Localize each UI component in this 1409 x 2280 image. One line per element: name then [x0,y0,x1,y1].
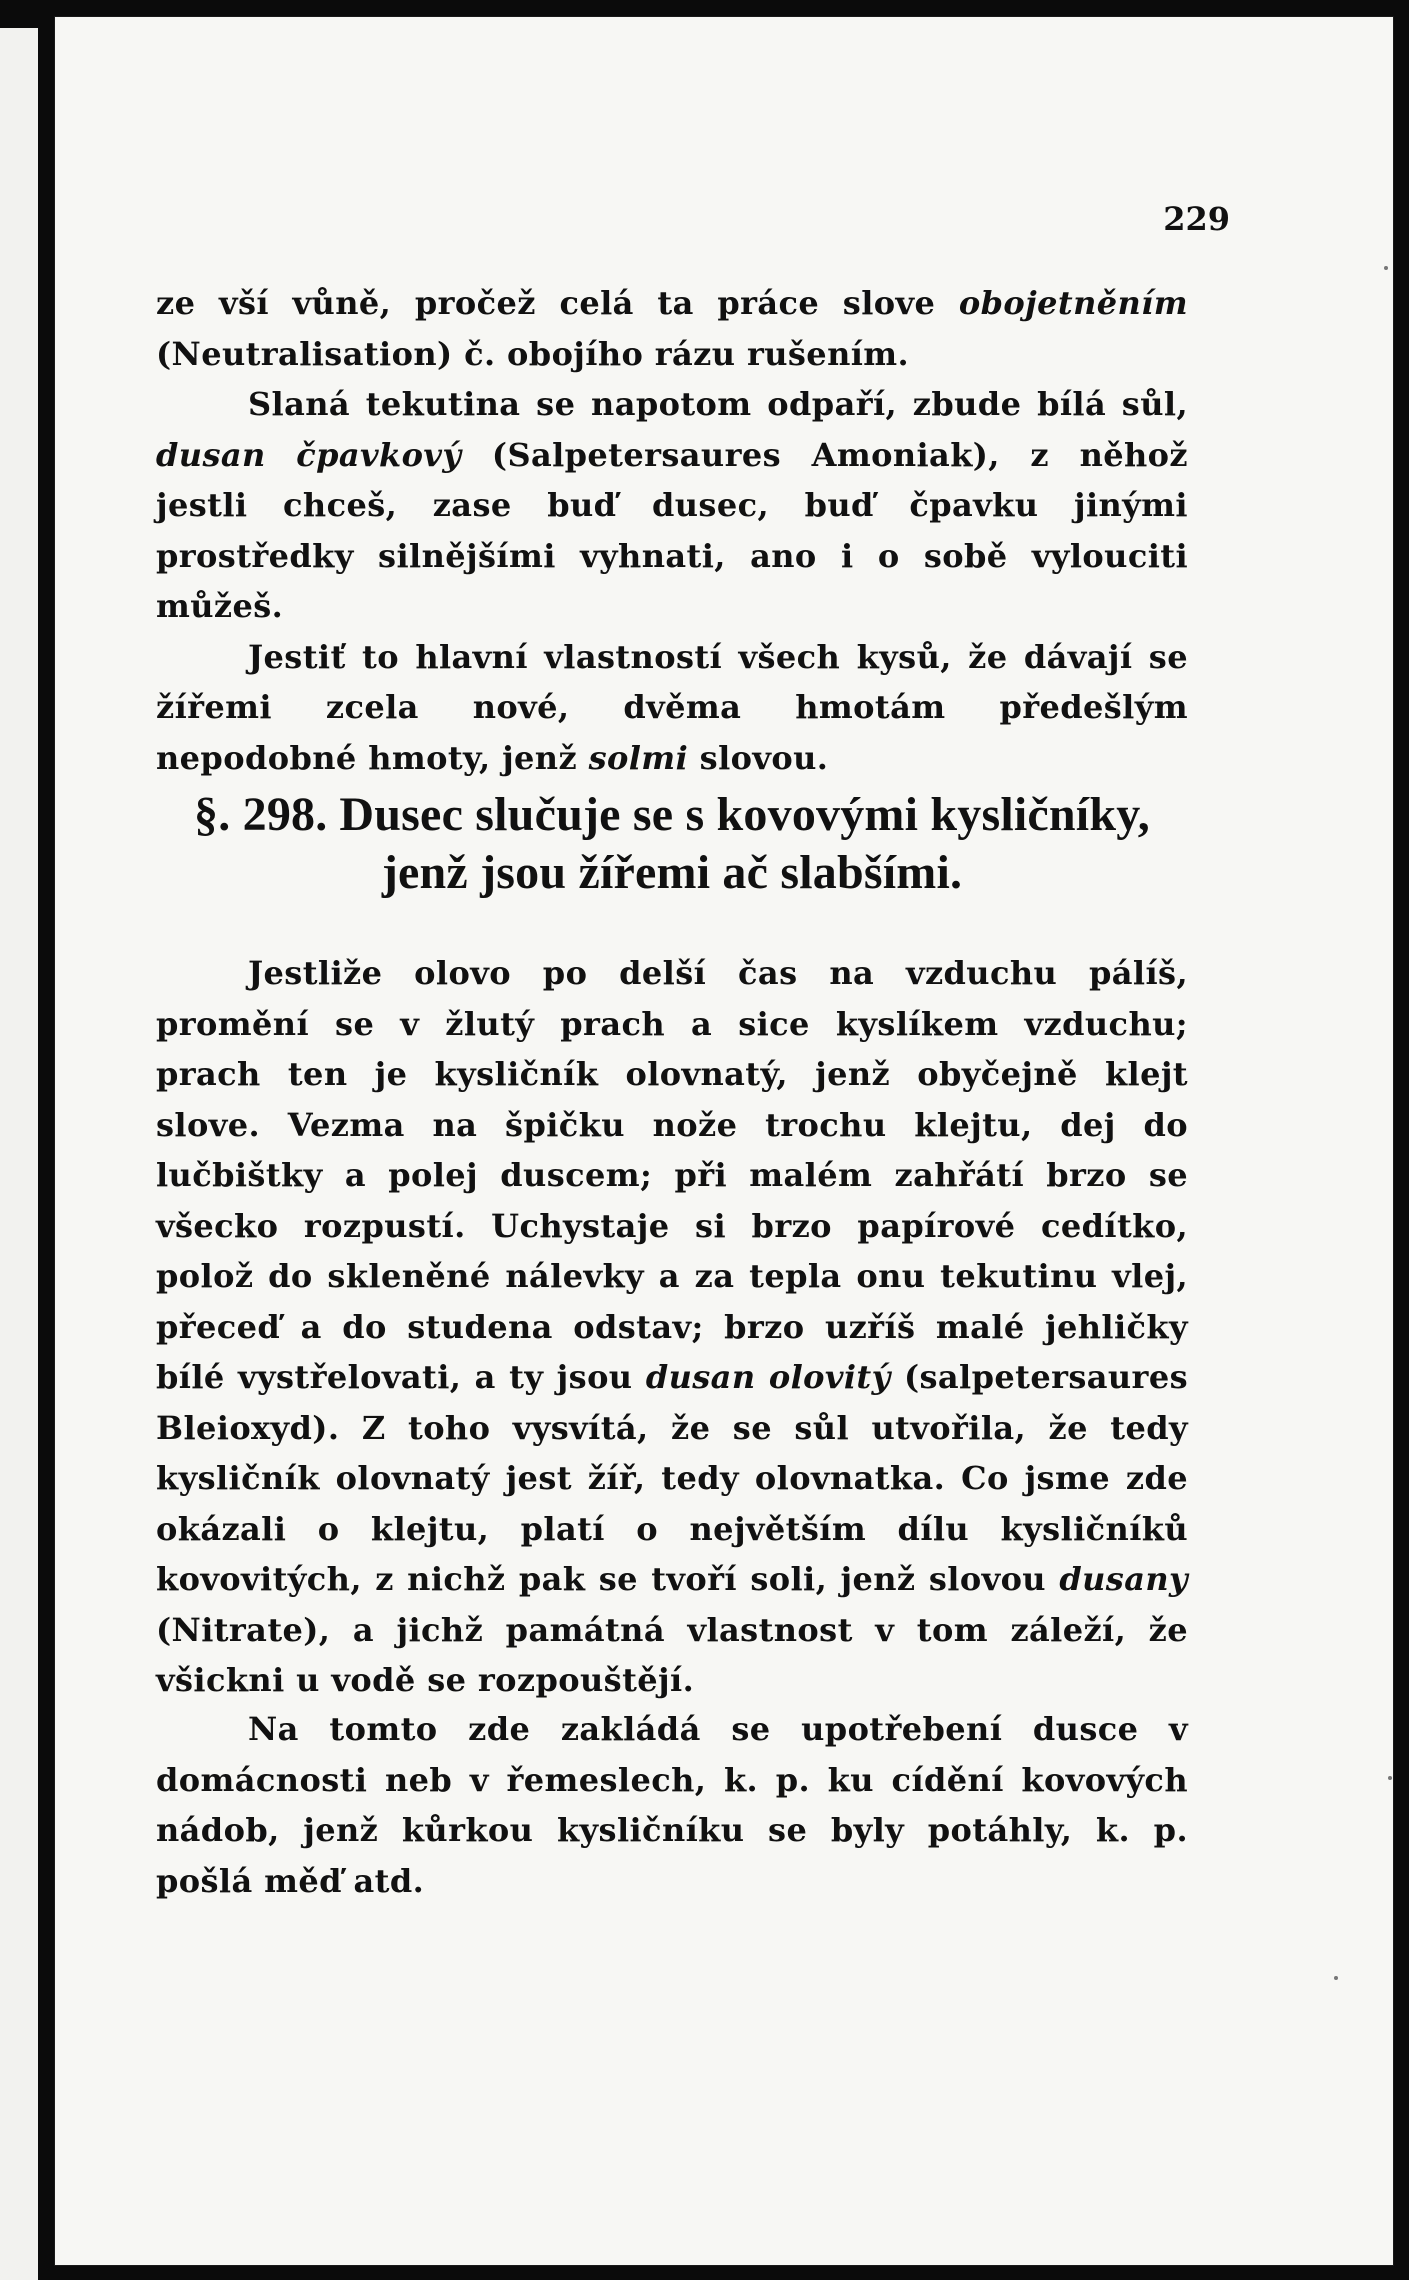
paragraph-1-line-1: ze vší vůně, pročež celá ta práce slove obojetněním (Neutralisation) č. obojího rázu rušením. [156,284,1188,373]
paragraph-2: Jestliže olovo po delší čas na vzduchu pálíš, promění se v žlutý prach a sice kyslíkem vzduchu; prach ten je kysličník olovnatý, jenž obyčejně klejt slove. Vezma na špičku nože trochu klejtu, dej do lučbištky a polej duscem; při malém zahřátí brzo se všecko rozpustí. Uchystaje si brzo papírové cedítko, polož do skleněné nálevky a za tepla onu tekutinu vlej, přeceď a do studena odstav; brzo uzříš malé jehličky bílé vystřelovati, a ty jsou dusan olovitý (salpetersaures Bleioxyd). Z toho vysvítá, že se sůl utvořila, že tedy kysličník olovnatý jest žíř, tedy olovnatka. Co jsme zde okázali o klejtu, platí o největším dílu kysličníků kovovitých, z nichž pak se tvoří soli, jenž slovou dusany (Nitrate), a jichž památná vlastnost v tom záleží, že všickni u vodě se rozpouštějí. [156,954,1188,1699]
left-page-margin-strip [0,28,38,2280]
paragraph-1-line-2: Slaná tekutina se napotom odpaří, zbude bílá sůl, dusan čpavkový (Salpetersaures Amoniak), z něhož jestli chceš, zase buď dusec, buď čpavku jinými prostředky silnějšími vyhnati, ano i o sobě vylouciti můžeš. [156,385,1188,625]
dust-speck-3 [1334,1976,1338,1980]
term-nitrates: dusany [1059,1560,1188,1598]
paragraph-3: Na tomto zde zakládá se upotřebení dusce v domácnosti neb v řemeslech, k. p. ku cídění kovových nádob, jenž kůrkou kysličníku se byly potáhly, k. p. pošlá měď atd. [156,1710,1188,1900]
section-title: Dusec slučuje se s kovovými kysličníky, jenž jsou žířemi ač slabšími. [339,788,1150,899]
section-heading [156,786,1188,902]
section-number: §. 298. [194,788,328,841]
term-ammonium-nitrate: dusan čpavkový [156,435,462,474]
term-salts: solmi [588,738,689,777]
dust-speck-2 [1388,1776,1392,1780]
term-neutralisation: obojetněním [958,284,1188,322]
term-lead-nitrate: dusan olovitý [645,1358,891,1396]
paragraph-1-line-3: Jestiť to hlavní vlastností všech kysů, že dávají se žířemi zcela nové, dvěma hmotám předešlým nepodobné hmoty, jenž solmi slovou. [156,637,1188,777]
dust-speck-1 [1384,266,1388,270]
paragraph-block-3 [156,1704,1188,1906]
paragraph-block-2 [156,948,1188,1706]
paragraph-block-1 [156,278,1188,783]
page-number: 229 [1163,200,1230,238]
book-page [54,16,1394,2266]
